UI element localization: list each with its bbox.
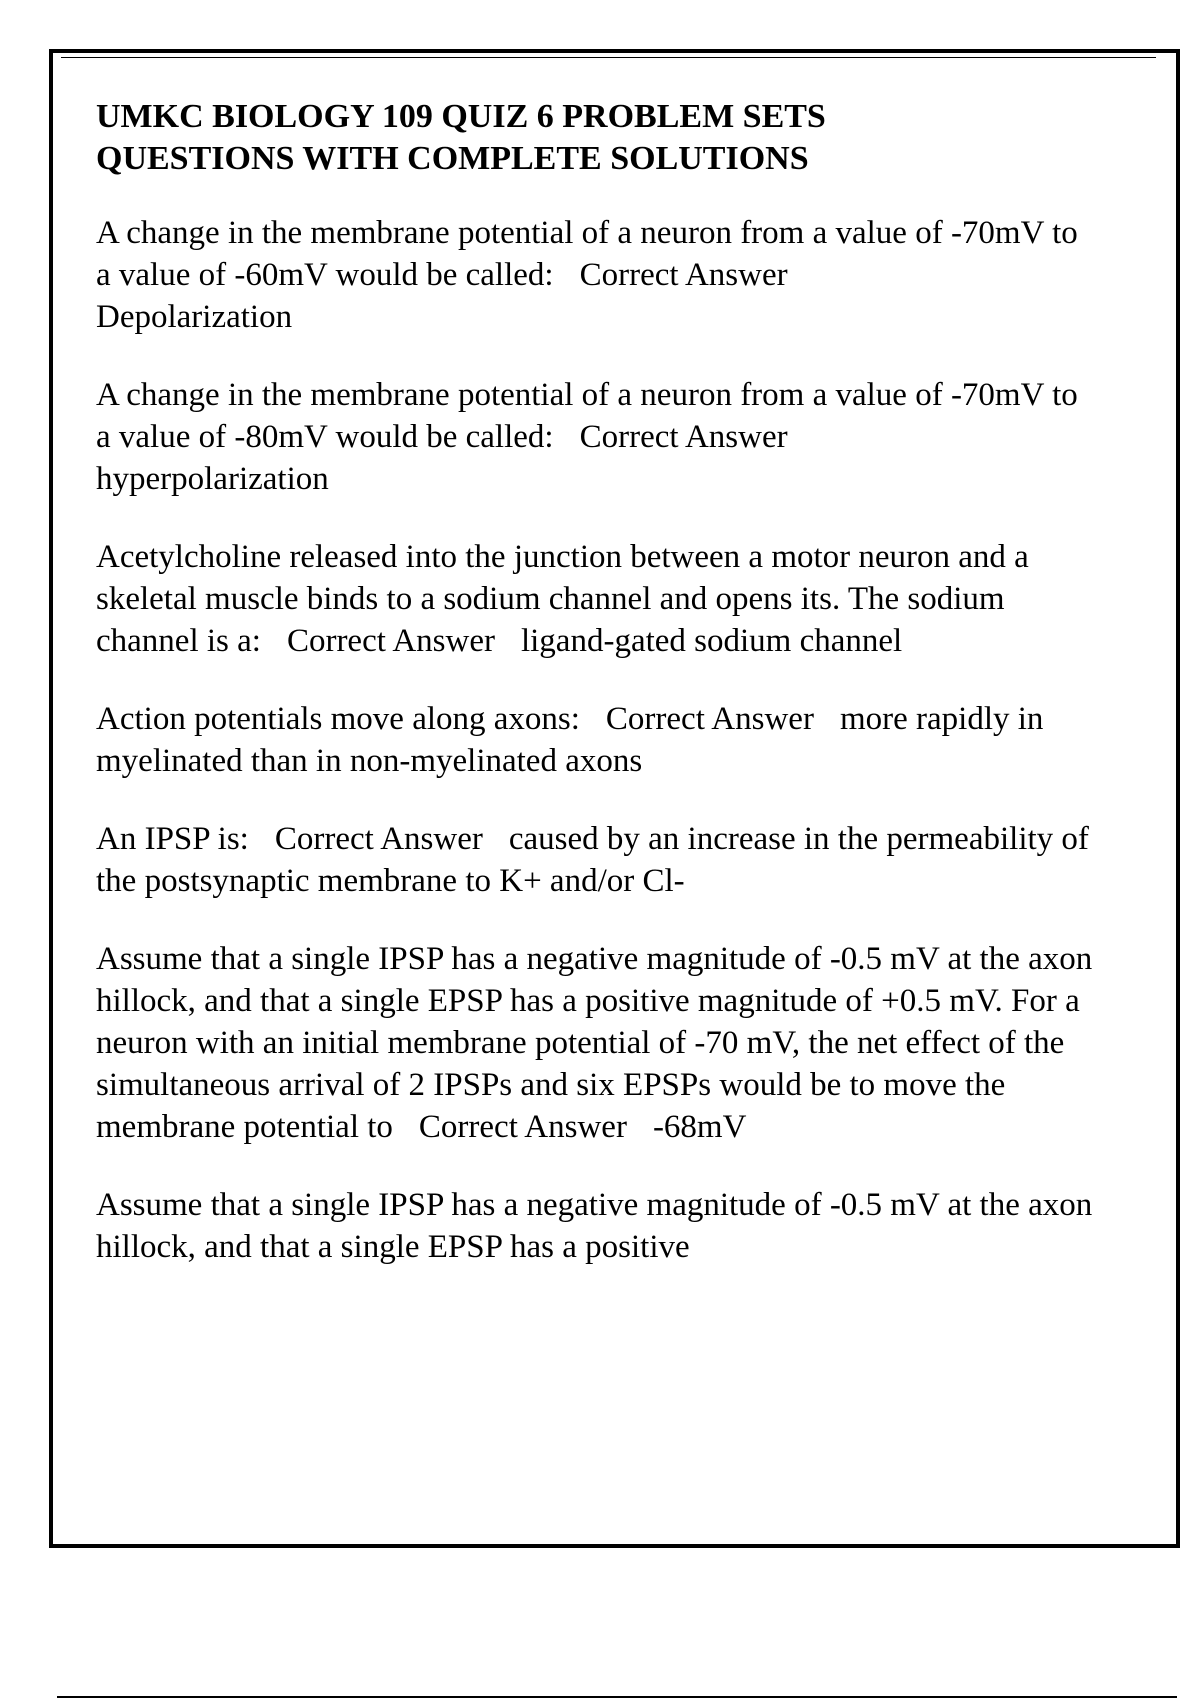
answer-label: Correct Answer	[274, 821, 483, 857]
answer-text: hyperpolarization	[96, 461, 329, 497]
answer-text: ligand-gated sodium channel	[520, 623, 903, 659]
answer-text: caused by an increase in the permeability of the postsynaptic membrane to K+ and/or Cl-	[96, 821, 1089, 899]
question-text: A change in the membrane potential of a neuron from a value of -70mV to a value of -60mV would be called:	[96, 215, 1078, 293]
title-line-2: QUESTIONS WITH COMPLETE SOLUTIONS	[96, 140, 809, 177]
answer-label: Correct Answer	[579, 419, 788, 455]
answer-text: more rapidly in myelinated than in non-myelinated axons	[96, 701, 1044, 779]
qa-item	[96, 536, 1096, 662]
document-title	[96, 96, 1096, 180]
qa-item	[96, 212, 1096, 338]
title-line-1: UMKC BIOLOGY 109 QUIZ 6 PROBLEM SETS	[96, 98, 826, 135]
qa-item	[96, 938, 1096, 1148]
question-text: An IPSP is:	[96, 821, 249, 857]
answer-label: Correct Answer	[579, 257, 788, 293]
answer-text: -68mV	[652, 1109, 747, 1145]
qa-item	[96, 698, 1096, 782]
footer-rule	[57, 1696, 1177, 1698]
top-rule	[61, 57, 1156, 58]
answer-label: Correct Answer	[605, 701, 814, 737]
answer-label: Correct Answer	[418, 1109, 627, 1145]
answer-text: Depolarization	[96, 299, 293, 335]
answer-label: Correct Answer	[286, 623, 495, 659]
qa-item-partial	[96, 1184, 1096, 1268]
question-text: Action potentials move along axons:	[96, 701, 580, 737]
document-body	[96, 96, 1096, 1268]
question-text: Assume that a single IPSP has a negative magnitude of -0.5 mV at the axon hillock, and that a single EPSP has a positive magnitude of +0.5 mV. For a neuron with an initial membrane potential of -70 mV, the net effect of the simultaneous arrival of 2 IPSPs and six EPSPs would be to move the membrane potential to	[96, 941, 1093, 1145]
question-text: Assume that a single IPSP has a negative magnitude of -0.5 mV at the axon hillock, and that a single EPSP has a positive	[96, 1187, 1093, 1265]
question-text: A change in the membrane potential of a neuron from a value of -70mV to a value of -80mV would be called:	[96, 377, 1078, 455]
qa-item	[96, 374, 1096, 500]
question-text: Acetylcholine released into the junction between a motor neuron and a skeletal muscle binds to a sodium channel and opens its. The sodium channel is a:	[96, 539, 1029, 659]
qa-item	[96, 818, 1096, 902]
